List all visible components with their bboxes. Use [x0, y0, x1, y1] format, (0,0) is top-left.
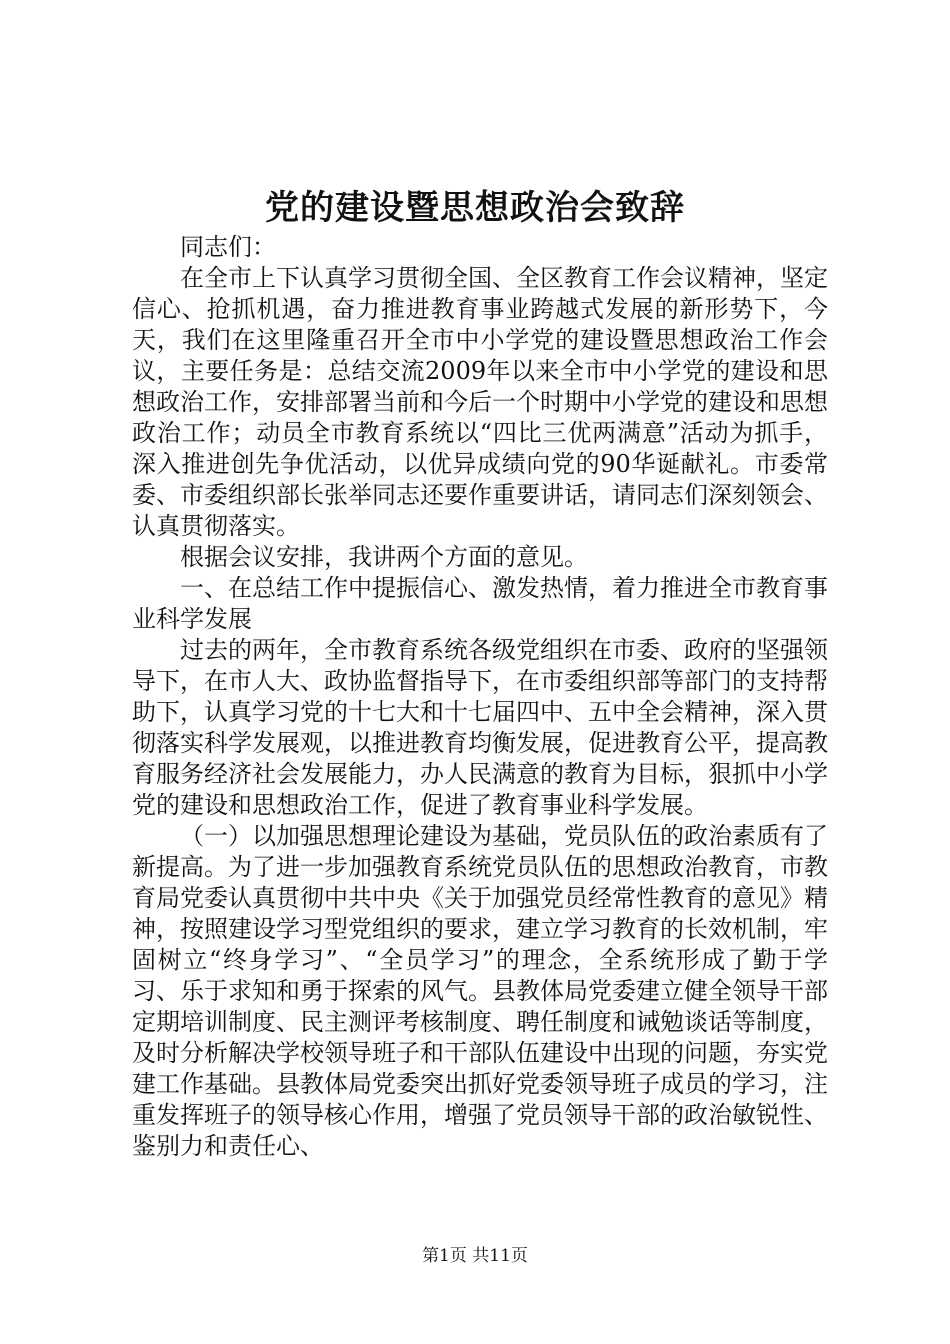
paragraph: 在全市上下认真学习贯彻全国、全区教育工作会议精神，坚定信心、抢抓机遇，奋力推进教育事业跨越式发展的新形势下，今天，我们在这里隆重召开全市中小学党的建设暨思想政治工作会议，主要任务是：总结交流2009年以来全市中小学党的建设和思想政治工作，安排部署当前和今后一个时期中小学党的建设和思想政治工作；动员全市教育系统以“四比三优两满意”活动为抓手，深入推进创先争优活动，以优异成绩向党的90华诞献礼。市委常委、市委组织部长张举同志还要作重要讲话，请同志们深刻领会、认真贯彻落实。 — [132, 264, 828, 540]
page-footer: 第1页 共11页 — [422, 1246, 528, 1266]
paragraph: 根据会议安排，我讲两个方面的意见。 — [180, 543, 588, 571]
document-body — [132, 232, 828, 1162]
paragraph-salutation: 同志们： — [180, 233, 276, 261]
section-heading: 一、在总结工作中提振信心、激发热情，着力推进全市教育事业科学发展 — [132, 574, 828, 633]
paragraph: （一）以加强思想理论建设为基础，党员队伍的政治素质有了新提高。为了进一步加强教育系统党员队伍的思想政治教育，市教育局党委认真贯彻中共中央《关于加强党员经常性教育的意见》精神，按照建设学习型党组织的要求，建立学习教育的长效机制，牢固树立“终身学习”、“全员学习”的理念，全系统形成了勤于学习、乐于求知和勇于探索的风气。县教体局党委建立健全领导干部定期培训制度、民主测评考核制度、聘任制度和诫勉谈话等制度，及时分析解决学校领导班子和干部队伍建设中出现的问题，夯实党建工作基础。县教体局党委突出抓好党委领导班子成员的学习，注重发挥班子的领导核心作用，增强了党员领导干部的政治敏锐性、鉴别力和责任心、 — [132, 822, 828, 1160]
paragraph: 过去的两年，全市教育系统各级党组织在市委、政府的坚强领导下，在市人大、政协监督指导下，在市委组织部等部门的支持帮助下，认真学习党的十七大和十七届四中、五中全会精神，深入贯彻落实科学发展观，以推进教育均衡发展，促进教育公平，提高教育服务经济社会发展能力，办人民满意的教育为目标，狠抓中小学党的建设和思想政治工作，促进了教育事业科学发展。 — [132, 636, 828, 819]
document-title: 党的建设暨思想政治会致辞 — [265, 188, 685, 228]
